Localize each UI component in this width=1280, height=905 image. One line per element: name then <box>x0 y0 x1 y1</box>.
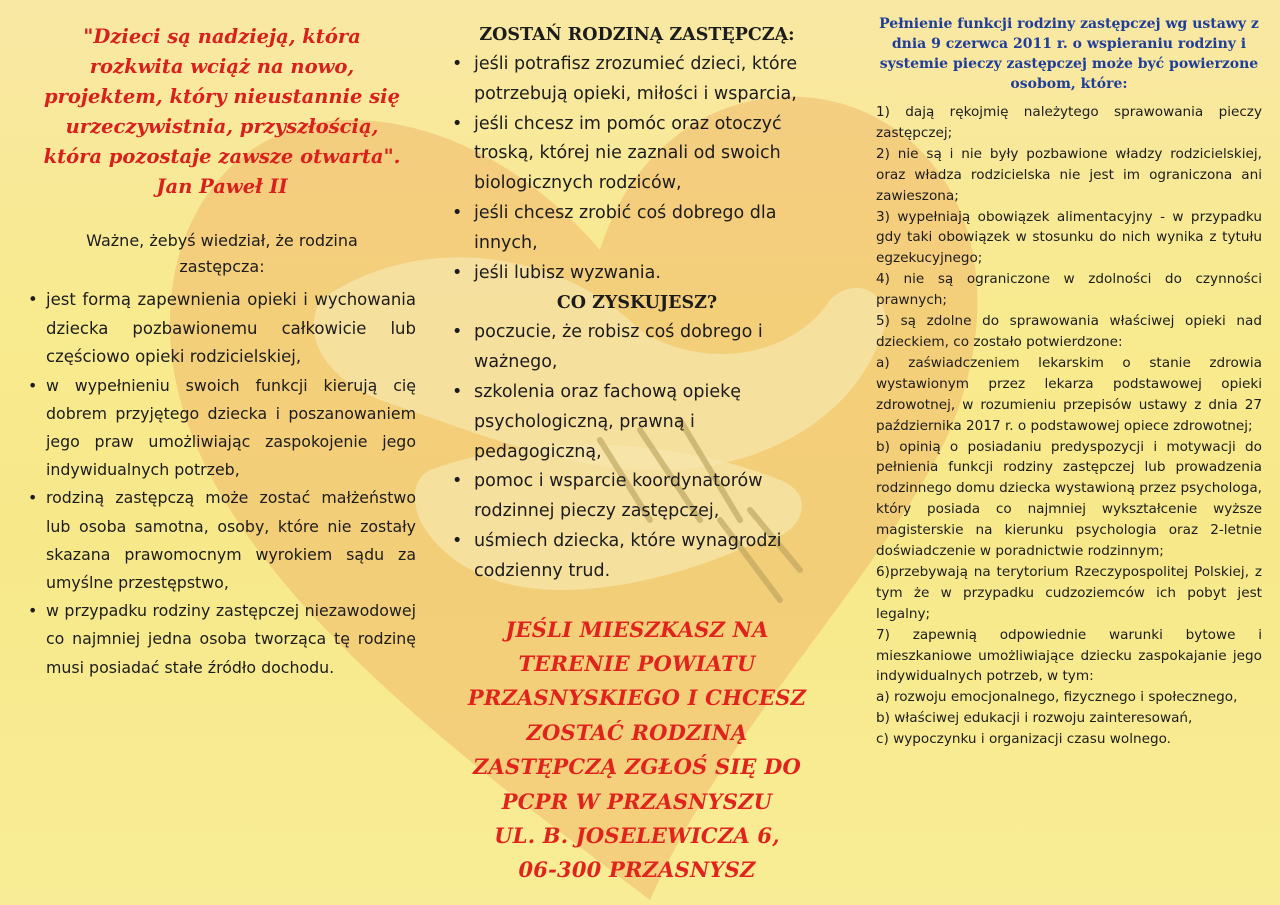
requirement-item: 7) zapewnią odpowiednie warunki bytowe i mieszkaniowe umożliwiające dziecku zaspokajanie jego indywidualnych potrzeb, w tym: <box>876 626 1262 685</box>
cta-line: TERENIE POWIATU <box>518 650 756 676</box>
cta-line: 06-300 PRZASNYSZ <box>518 857 756 883</box>
call-to-action <box>452 613 822 888</box>
list-item: • w przypadku rodziny zastępczej niezawodowej co najmniej jedna osoba tworząca tę rodzinę musi posiadać stałe źródło dochodu. <box>46 597 416 682</box>
cta-line: ZOSTAĆ RODZINĄ <box>526 719 748 745</box>
cta-line: ZASTĘPCZĄ ZGŁOŚ SIĘ DO <box>472 754 801 780</box>
list-item: • w wypełnieniu swoich funkcji kierują cię dobrem przyjętego dziecka i poszanowaniem jego praw umożliwiając zaspokojenie jego indywidualnych potrzeb, <box>46 372 416 485</box>
middle-column <box>452 20 822 888</box>
quote-line: rozkwita wciąż na nowo, <box>89 55 355 78</box>
requirement-item: 1) dają rękojmię należytego sprawowania pieczy zastępczej; <box>876 104 1262 141</box>
list-item: • uśmiech dziecka, które wynagrodzi codzienny trud. <box>474 527 822 587</box>
list-item: • pomoc i wsparcie koordynatorów rodzinnej pieczy zastępczej, <box>474 467 822 527</box>
cta-line: UL. B. JOSELEWICZA 6, <box>494 822 780 848</box>
section-heading: CO ZYSKUJESZ? <box>556 293 718 314</box>
list-item: • rodziną zastępczą może zostać małżeństwo lub osoba samotna, osoby, które nie zostały skazana prawomocnym wyrokiem sądu za umyślne przestępstwo, <box>46 484 416 597</box>
intro-text: Ważne, żebyś wiedział, że rodzina zastępcza: <box>86 231 358 276</box>
list-item: • jest formą zapewnienia opieki i wychowania dziecka pozbawionemu całkowicie lub częściowo opieki rodzicielskiej, <box>46 286 416 372</box>
legal-heading: Pełnienie funkcji rodziny zastępczej wg ustawy z dnia 9 czerwca 2011 r. o wspieraniu rodziny i systemie pieczy zastępczej może być powierzone osobom, które: <box>879 16 1259 92</box>
requirement-item: 2) nie są i nie były pozbawione władzy rodzicielskiej, oraz władza rodzicielska nie jest im ograniczona ani zawieszona; <box>876 145 1262 204</box>
list-item: • poczucie, że robisz coś dobrego i ważnego, <box>474 318 822 378</box>
right-column <box>876 14 1262 750</box>
requirement-item: a) zaświadczeniem lekarskim o stanie zdrowia wystawionym przez lekarza podstawowej opieki zdrowotnej, w rozumieniu przepisów ustawy z dnia 27 października 2017 r. o podstawowej opiece zdrowotnej; <box>876 354 1262 434</box>
info-list <box>28 286 416 682</box>
section-heading: ZOSTAŃ RODZINĄ ZASTĘPCZĄ: <box>479 25 795 45</box>
requirement-item: 6)przebywają na terytorium Rzeczypospolitej Polskiej, z tym że w przypadku cudzoziemców ich pobyt jest legalny; <box>876 563 1262 622</box>
benefits-list <box>452 318 822 586</box>
list-item: • jeśli chcesz zrobić coś dobrego dla innych, <box>474 199 822 259</box>
list-item: • jeśli potrafisz zrozumieć dzieci, które potrzebują opieki, miłości i wsparcia, <box>474 50 822 110</box>
quote-line: która pozostaje zawsze otwarta". <box>43 145 401 168</box>
cta-line: JEŚLI MIESZKASZ NA <box>505 616 769 642</box>
list-item: • jeśli chcesz im pomóc oraz otoczyć troską, której nie zaznali od swoich biologicznych rodziców, <box>474 110 822 199</box>
cta-line: PRZASNYSKIEGO I CHCESZ <box>467 685 807 711</box>
requirement-item: c) wypoczynku i organizacji czasu wolnego. <box>876 731 1171 748</box>
list-item: • szkolenia oraz fachową opiekę psychologiczną, prawną i pedagogiczną, <box>474 378 822 467</box>
requirement-item: a) rozwoju emocjonalnego, fizycznego i społecznego, <box>876 689 1238 706</box>
quote-line: urzeczywistnia, przyszłością, <box>65 115 379 138</box>
reasons-list <box>452 50 822 288</box>
requirement-item: 3) wypełniają obowiązek alimentacyjny - w przypadku gdy taki obowiązek w stosunku do nich wynika z tytułu egzekucyjnego; <box>876 208 1262 267</box>
quote-line: projektem, który nieustannie się <box>44 85 400 108</box>
requirement-item: 5) są zdolne do sprawowania właściwej opieki nad dzieckiem, co zostało potwierdzone: <box>876 313 1262 350</box>
cta-line: PCPR W PRZASNYSZU <box>501 788 773 814</box>
requirement-item: b) właściwej edukacji i rozwoju zainteresowań, <box>876 710 1193 727</box>
requirement-item: b) opinią o posiadaniu predyspozycji i motywacji do pełnienia funkcji rodziny zastępczej lub prowadzenia rodzinnego domu dziecka wystawioną przez psychologa, który posiada co najmniej wykształcenie wyższe magisterskie na kierunku psychologia oraz 2-letnie doświadczenie w poradnictwie rodzinnym; <box>876 438 1262 560</box>
left-column <box>28 22 416 682</box>
list-item: • jeśli lubisz wyzwania. <box>474 259 822 289</box>
quote-author: Jan Paweł II <box>156 175 288 198</box>
requirement-item: 4) nie są ograniczone w zdolności do czynności prawnych; <box>876 271 1262 309</box>
quote-line: "Dzieci są nadzieją, która <box>83 25 361 48</box>
